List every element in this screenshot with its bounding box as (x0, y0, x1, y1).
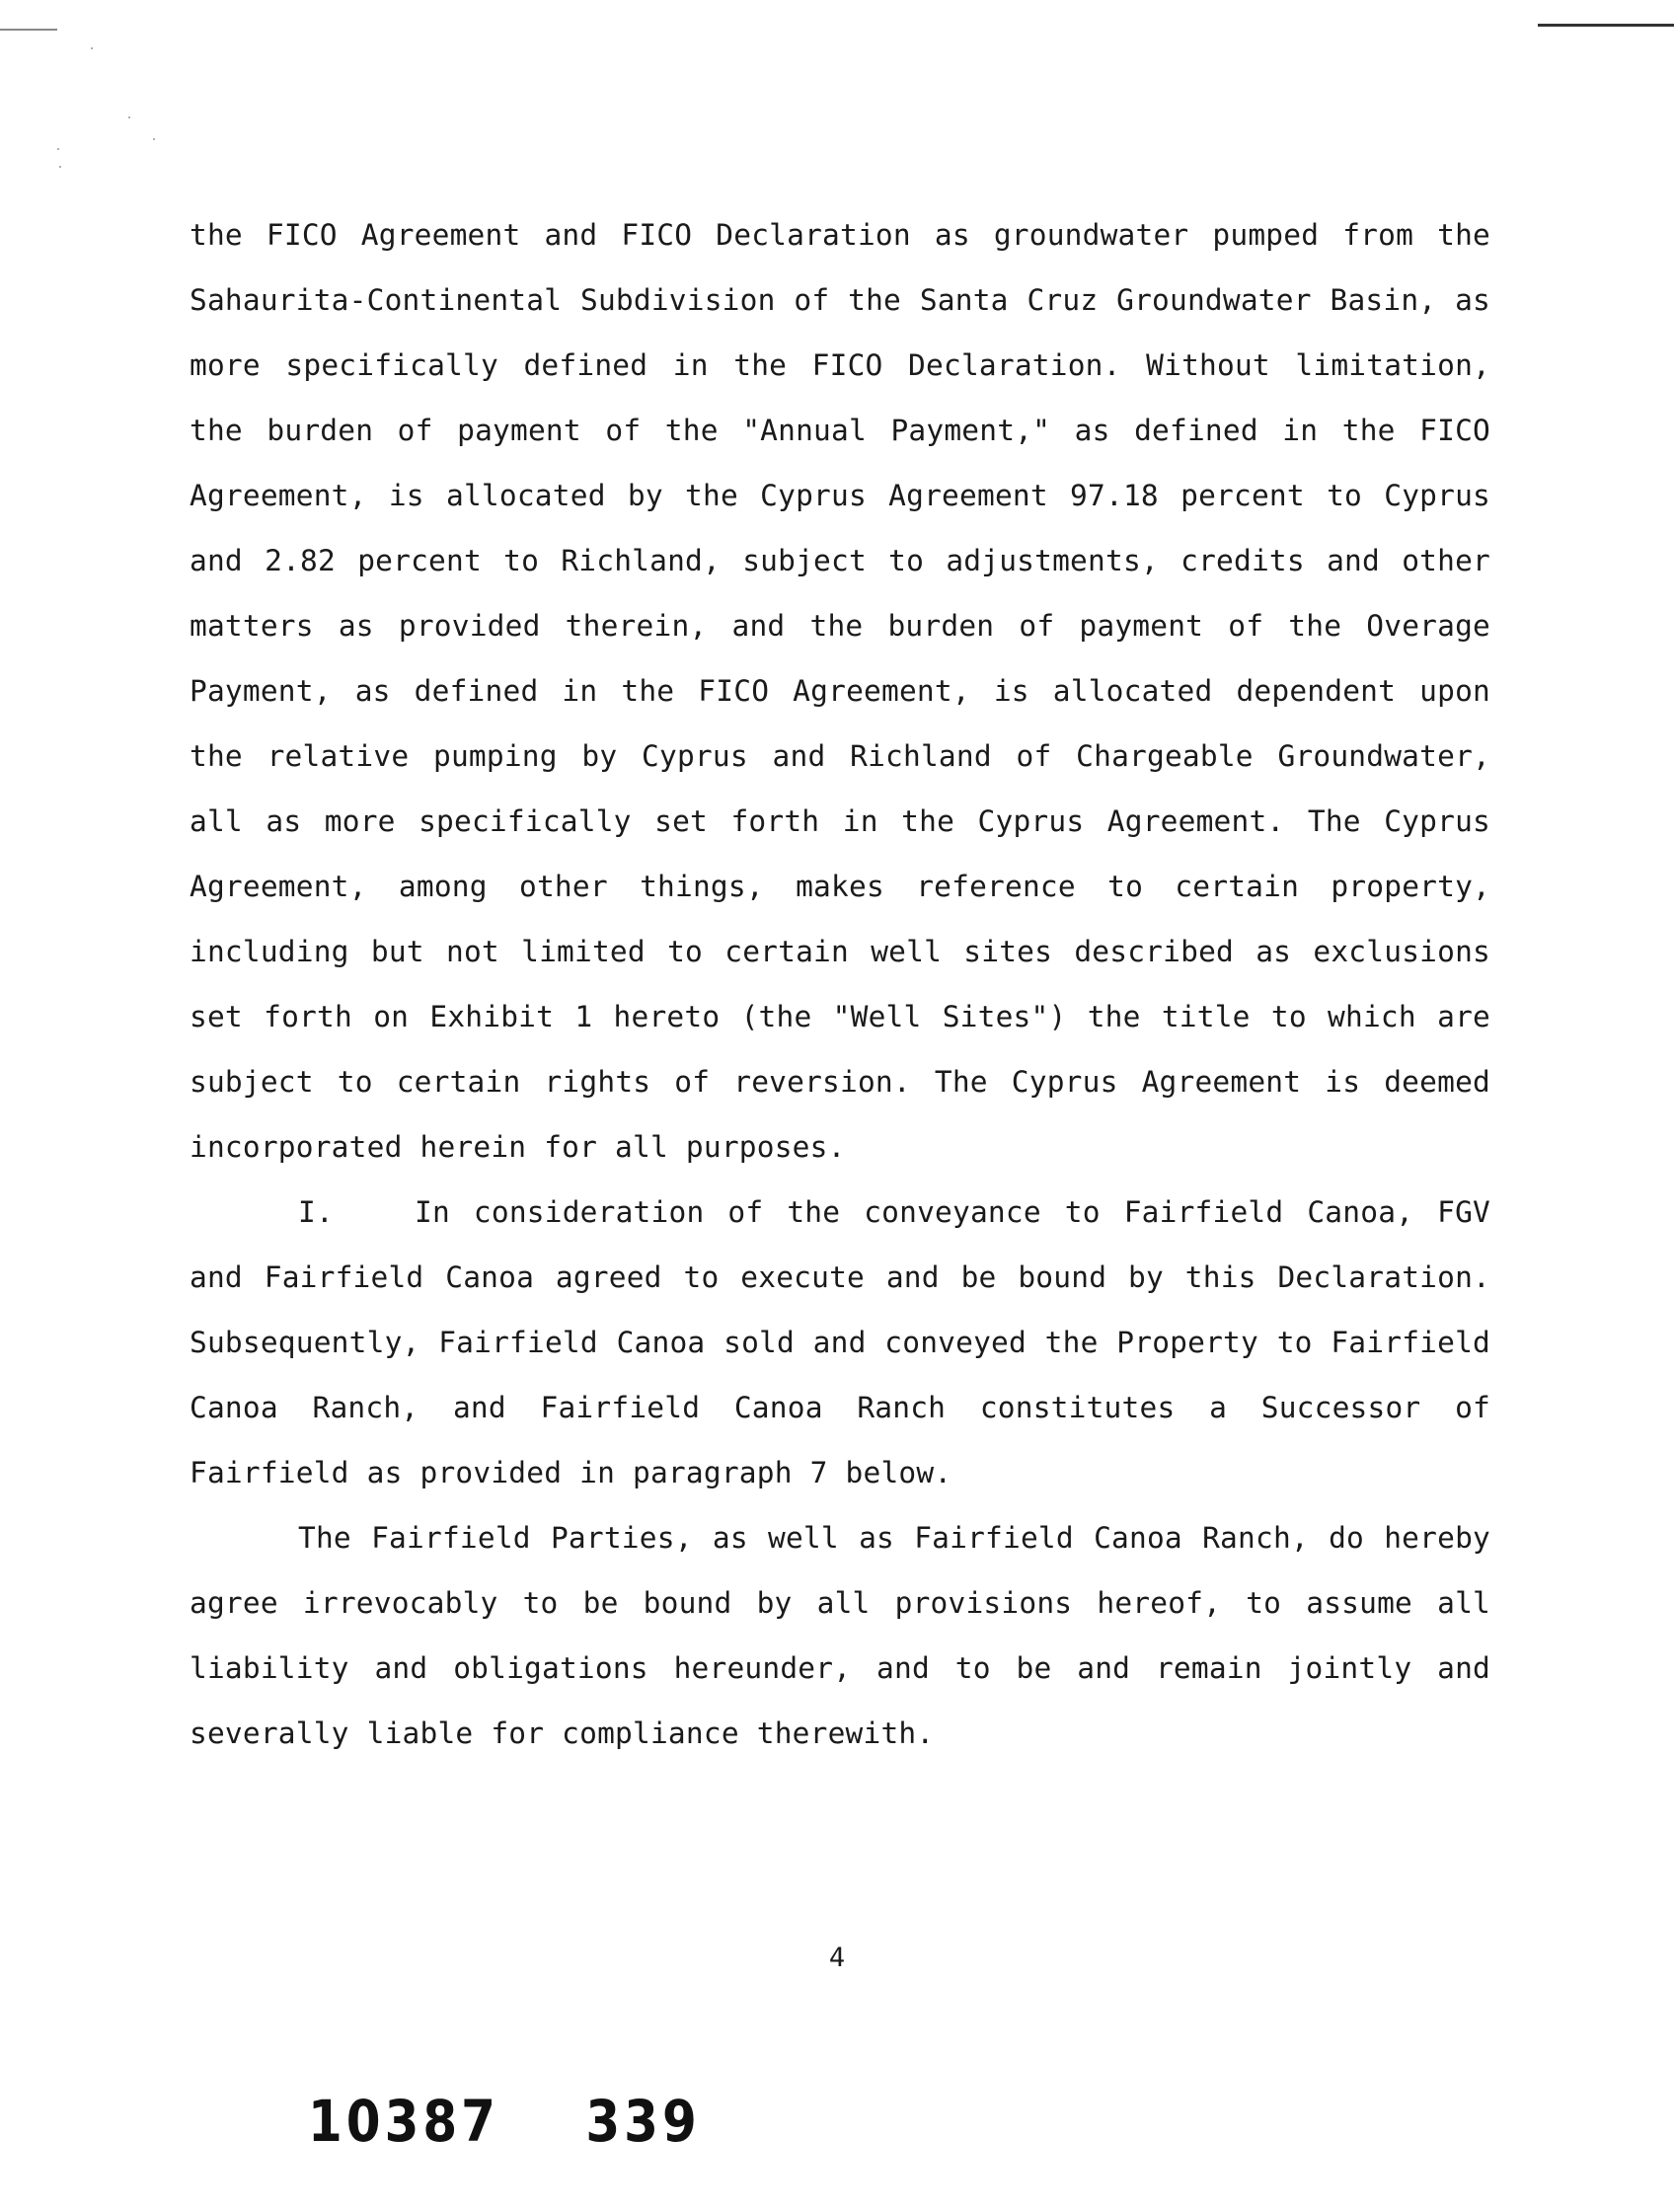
scan-speck (57, 148, 59, 150)
page-number: 4 (828, 1943, 846, 1973)
document-body (190, 202, 1490, 1766)
scan-speck (153, 138, 155, 140)
scan-edge-mark-top-right (1538, 24, 1674, 27)
paragraph-fairfield-parties: The Fairfield Parties, as well as Fairfield Canoa Ranch, do hereby agree irrevocably to be bound by all provisions hereof, to assume all liability and obligations hereunder, and to be and remain jointly and severally liable for compliance therewith. (190, 1521, 1490, 1750)
recording-page-number: 339 (585, 2089, 701, 2155)
scan-speck (91, 47, 93, 49)
section-number: I. (298, 1195, 334, 1229)
scan-edge-mark-top-left (0, 29, 57, 31)
recording-book-number: 10387 (308, 2089, 499, 2155)
recording-stamp (308, 2089, 701, 2155)
section-i-text: In consideration of the conveyance to Fairfield Canoa, FGV and Fairfield Canoa agreed to execute and be bound by this Declaration. Subsequently, Fairfield Canoa sold and conveyed the Property to Fairfield Canoa Ranch, and Fairfield Canoa Ranch constitutes a Successor of Fairfield as provided in paragraph 7 below. (190, 1195, 1490, 1489)
scan-speck (128, 116, 130, 118)
paragraph-continuation: the FICO Agreement and FICO Declaration as groundwater pumped from the Sahaurita-Continental Subdivision of the Santa Cruz Groundwater Basin, as more specifically defined in the FICO Declaration. Without limitation, the burden of payment of the "Annual Payment," as defined in the FICO Agreement, is allocated by the Cyprus Agreement 97.18 percent to Cyprus and 2.82 percent to Richland, subject to adjustments, credits and other matters as provided therein, and the burden of payment of the Overage Payment, as defined in the FICO Agreement, is allocated dependent upon the relative pumping by Cyprus and Richland of Chargeable Groundwater, all as more specifically set forth in the Cyprus Agreement. The Cyprus Agreement, among other things, makes reference to certain property, including but not limited to certain well sites described as exclusions set forth on Exhibit 1 hereto (the "Well Sites") the title to which are subject to certain rights of reversion. The Cyprus Agreement is deemed incorporated herein for all purposes. (190, 218, 1490, 1164)
paragraph-section-i (190, 1180, 1490, 1505)
scan-speck (59, 166, 61, 168)
